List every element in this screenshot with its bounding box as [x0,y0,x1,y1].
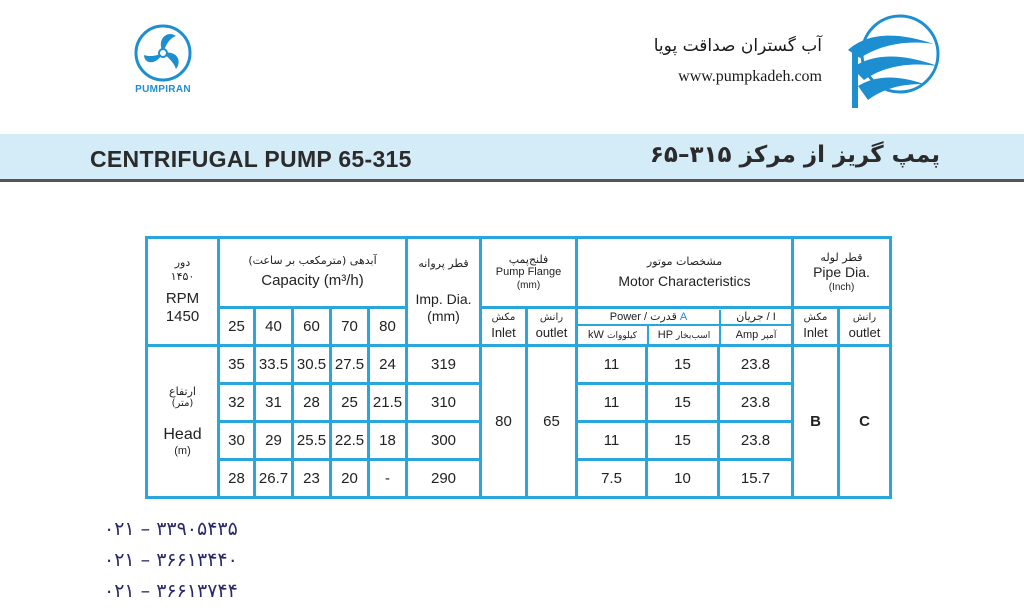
flange-outlet-fa: رانش [539,312,564,324]
imp-dia-value: 319 [407,346,481,384]
head-value: 33.5 [255,346,293,384]
motor-label-fa: مشخصات موتور [646,254,723,268]
flange-header [481,238,577,308]
motor-header [577,238,793,308]
imp-dia-value: 310 [407,384,481,422]
kw-value: 11 [577,422,647,460]
flange-inlet-en: Inlet [491,324,516,340]
head-label-fa: ارتفاع [169,384,196,398]
pipe-outlet-header [839,308,891,346]
amp-label [720,325,791,344]
title-english: CENTRIFUGAL PUMP 65-315 [90,146,412,172]
kw-label [578,325,648,344]
hp-label [648,325,720,344]
capacity-label-en: Capacity (m³/h) [261,272,364,289]
flange-label-en: Pump Flange [495,266,562,279]
head-value: 35 [219,346,255,384]
kw-value: 7.5 [577,460,647,498]
imp-dia-value: 290 [407,460,481,498]
power-letter: A [679,311,688,323]
flange-inlet-value: 80 [481,346,527,498]
pipe-label-en: Pipe Dia. [813,264,870,281]
flange-outlet-header [527,308,577,346]
kw-label-fa: کیلووات [607,330,637,341]
amp-value: 23.8 [719,422,793,460]
head-value: 22.5 [331,422,369,460]
head-value: 25.5 [293,422,331,460]
phone-number[interactable]: ۰۲۱ – ۳۶۶۱۳۴۴۰ [104,549,238,571]
table-row [147,346,891,384]
head-value: 30 [219,422,255,460]
pipe-inlet-header [793,308,839,346]
head-value: 29 [255,422,293,460]
flange-inlet-header [481,308,527,346]
pumpiran-logo-text: PUMPIRAN [135,84,191,95]
capacity-label-fa: آبدهی (مترمکعب بر ساعت) [248,254,377,268]
motor-label-en: Motor Characteristics [618,272,751,289]
hp-value: 15 [647,346,719,384]
pipe-outlet-fa: رانش [852,312,877,324]
rpm-label-en: RPM [165,289,200,307]
head-value: 31 [255,384,293,422]
imp-dia-label-en: Imp. Dia. [415,290,472,307]
current-label-en: / I [766,311,776,323]
pipe-inlet-fa: مکش [803,312,828,324]
pipe-label-fa: قطر لوله [820,250,863,264]
title-persian: پمپ گریز از مرکز ۳۱۵–۶۵ [649,142,940,168]
head-value: 26.7 [255,460,293,498]
head-value: 28 [219,460,255,498]
head-label-cell [147,346,219,498]
rpm-label-fa: دور [174,256,191,269]
capacity-cell: 40 [255,308,293,346]
rpm-value-en: 1450 [165,308,200,326]
motor-subheader [577,308,793,346]
pipe-header [793,238,891,308]
flange-unit: (mm) [516,280,541,291]
kw-value: 11 [577,346,647,384]
flange-outlet-en: outlet [535,324,568,340]
amp-label-en: Amp [735,328,759,341]
phone-number[interactable]: ۰۲۱ – ۳۳۹۰۵۴۳۵ [104,518,238,540]
head-unit-en: (m) [174,444,191,457]
motor-subheader-grid [578,310,791,344]
head-value: 20 [331,460,369,498]
hp-label-fa: اسب‌بخار [675,330,711,341]
hp-value: 15 [647,422,719,460]
hp-value: 10 [647,460,719,498]
imp-dia-label-fa: قطر پروانه [418,257,469,271]
rpm-value-fa: ۱۴۵۰ [170,269,195,283]
capacity-cell: 80 [369,308,407,346]
amp-value: 23.8 [719,346,793,384]
head-value: 25 [331,384,369,422]
head-value: 27.5 [331,346,369,384]
power-label [578,310,720,325]
head-value: 23 [293,460,331,498]
head-value: 30.5 [293,346,331,384]
imp-dia-header [407,238,481,346]
hp-value: 15 [647,384,719,422]
imp-dia-value: 300 [407,422,481,460]
company-name: آب گستران صداقت پویا [653,36,822,56]
hp-label-en: HP [657,328,673,341]
phone-number[interactable]: ۰۲۱ – ۳۶۶۱۳۷۴۴ [104,580,238,602]
head-value: - [369,460,407,498]
amp-value: 23.8 [719,384,793,422]
current-label [720,310,791,325]
capacity-cell: 60 [293,308,331,346]
capacity-cell: 70 [331,308,369,346]
head-value: 21.5 [369,384,407,422]
capacity-cell: 25 [219,308,255,346]
capacity-header [219,238,407,308]
head-value: 32 [219,384,255,422]
flange-outlet-value: 65 [527,346,577,498]
power-label-fa: قدرت [650,310,677,323]
amp-label-fa: آمپر [761,330,777,341]
current-label-fa: جریان [736,310,764,323]
imp-dia-unit: (mm) [427,308,460,325]
head-value: 28 [293,384,331,422]
head-value: 24 [369,346,407,384]
kw-label-en: kW [588,328,604,341]
head-unit-fa: (متر) [171,398,194,410]
pumpkadeh-wave-logo-icon [838,10,948,110]
flange-inlet-fa: مکش [491,312,516,324]
pumpiran-fan-icon [134,24,192,82]
pipe-inlet-value: B [793,346,839,498]
pipe-unit: (Inch) [828,281,855,293]
kw-value: 11 [577,384,647,422]
amp-value: 15.7 [719,460,793,498]
pipe-inlet-en: Inlet [803,324,828,340]
head-value: 18 [369,422,407,460]
pipe-outlet-value: C [839,346,891,498]
company-url[interactable]: www.pumpkadeh.com [678,68,822,85]
power-label-en: Power / [609,311,648,323]
rpm-header [147,238,219,346]
spec-table [145,236,892,499]
pumpiran-logo [128,24,198,104]
head-label-en: Head [163,425,202,443]
pipe-outlet-en: outlet [848,324,881,340]
flange-label-fa: فلنج‌پمپ [508,252,549,266]
